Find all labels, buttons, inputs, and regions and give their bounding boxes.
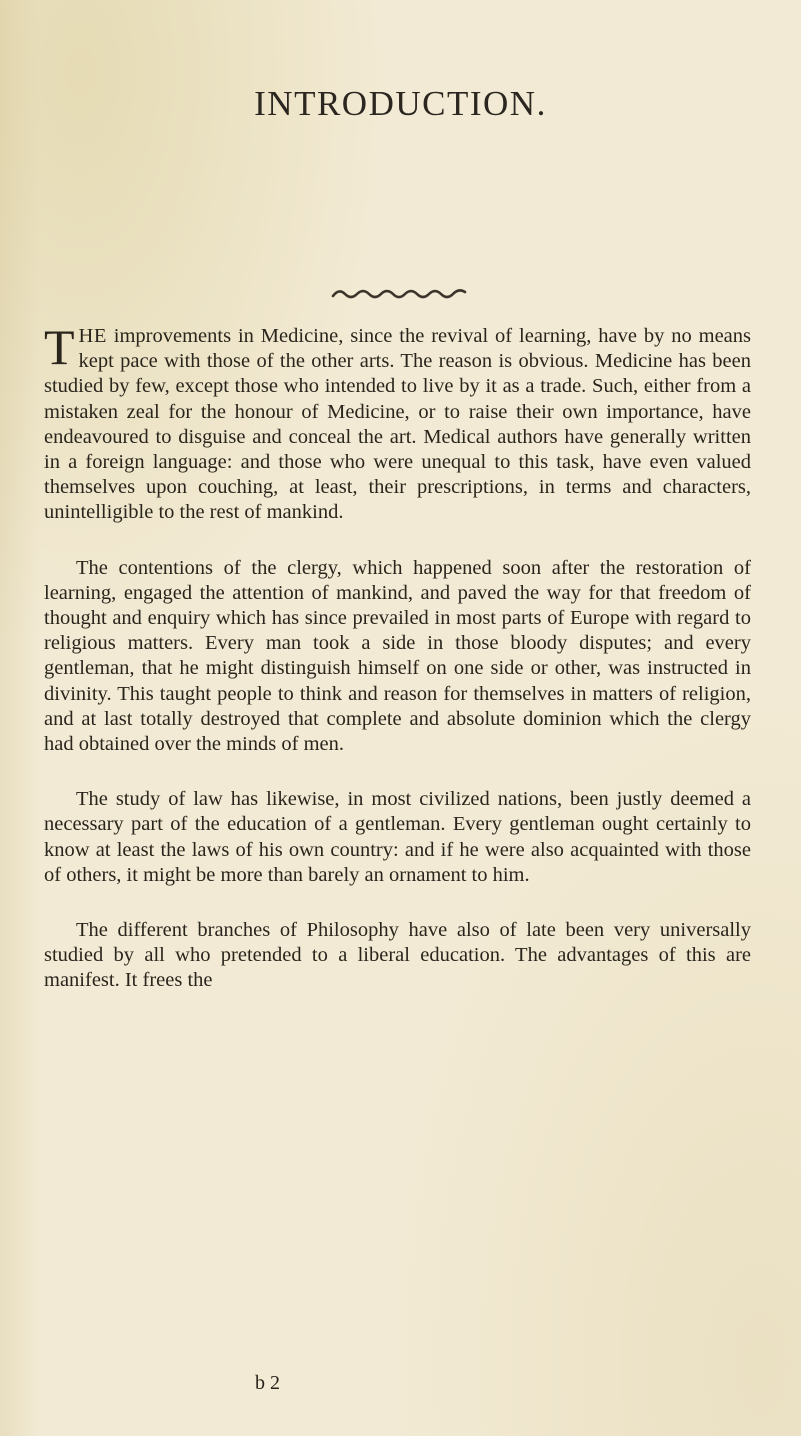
paragraph-3: The study of law has likewise, in most civilized nations, been justly deemed a necessary part of the education of a gentleman. Every gentleman ought certainly to know at least the laws of his own country: and if he were also acquainted with those of others, it might be more than barely an ornament to him. <box>44 788 751 886</box>
paragraph-1 <box>44 319 751 526</box>
signature-mark: b 2 <box>255 1372 280 1394</box>
body-text <box>44 319 751 994</box>
paragraph-2: The contentions of the clergy, which happened soon after the restoration of learning, engaged the attention of mankind, and paved the way for that freedom of thought and enquiry which has since prevailed in most parts of Europe with regard to religious matters. Every man took a side in those bloody disputes; and every gentleman, that he might distinguish himself on one side or other, was instructed in divinity. This taught people to think and reason for themselves in matters of religion, and at last totally destroyed that complete and absolute dominion which the clergy had obtained over the minds of men. <box>44 556 751 756</box>
paragraph-4: The different branches of Philosophy have also of late been very universally studied by all who pretended to a liberal education. The advantages of this are manifest. It frees the <box>44 919 751 992</box>
page-heading: INTRODUCTION. <box>254 84 547 123</box>
drop-cap: T <box>44 319 75 375</box>
paragraph-1-text: improvements in Medicine, since the revival of learning, have by no means kept pace with those of the other arts. The reason is obvious. Medicine has been studied by few, except those who intended to live by it as a trade. Such, either from a mistaken zeal for the honour of Medicine, or to raise their own importance, have endeavoured to disguise and conceal the art. Medical authors have generally written in a foreign language: and those who were unequal to this task, have even valued themselves upon couching, at least, their prescriptions, in terms and characters, unintelligible to the rest of mankind. <box>44 325 751 524</box>
wave-ornament-icon <box>331 287 471 301</box>
drop-cap-lead: HE <box>78 325 107 347</box>
wave-rule-ornament <box>0 287 801 306</box>
